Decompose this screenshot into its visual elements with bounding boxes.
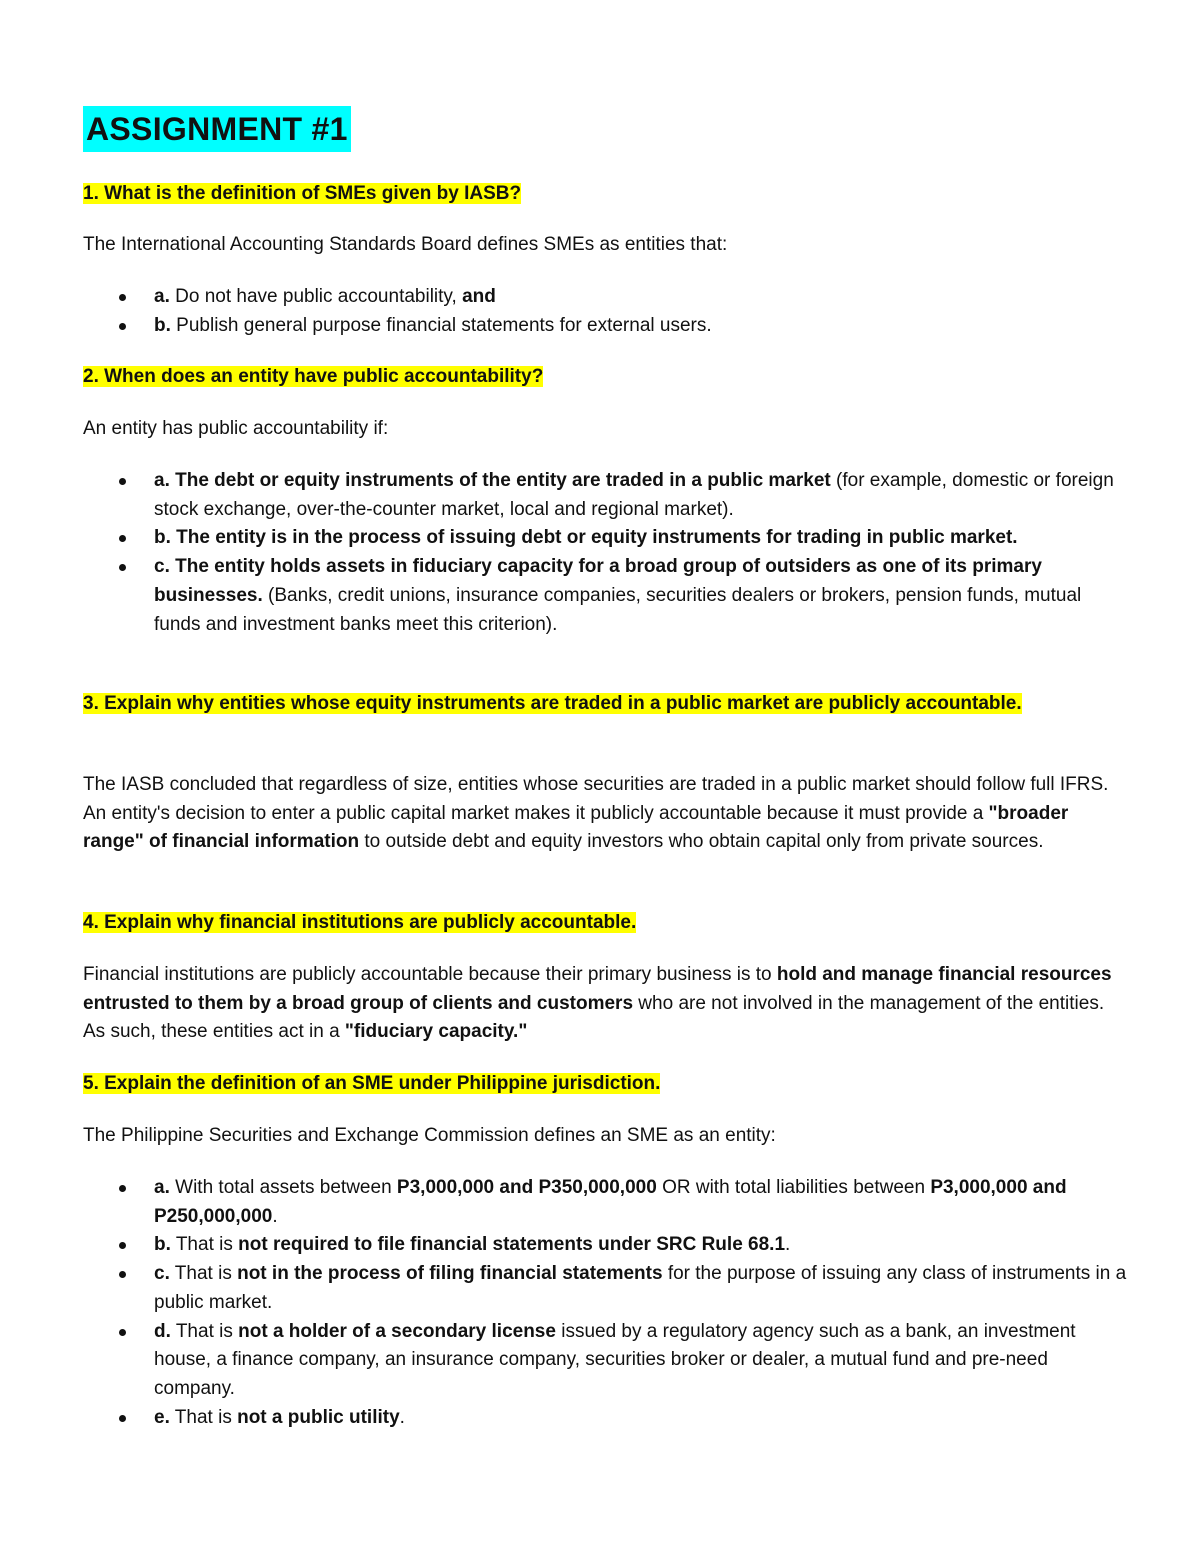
question-1: 1. What is the definition of SMEs given by IASB? xyxy=(83,183,522,204)
q2-intro: An entity has public accountability if: xyxy=(83,418,389,439)
page-title: ASSIGNMENT #1 xyxy=(83,106,351,152)
question-3: 3. Explain why entities whose equity instruments are traded in a public market are publicly accountable. xyxy=(83,693,1022,714)
bullet-icon xyxy=(119,1329,126,1336)
bullet-icon xyxy=(119,323,126,330)
q3-answer: The IASB concluded that regardless of size, entities whose securities are traded in a public market should follow full IFRS. An entity's decision to enter a public capital market makes it publicly accountable because it must provide a "broader range" of financial information to outside debt and equity investors who obtain capital only from private sources. xyxy=(83,774,1109,853)
list-item: a. With total assets between P3,000,000 and P350,000,000 OR with total liabilities between P3,000,000 and P250,000,000. xyxy=(0,1174,1130,1231)
q4-answer: Financial institutions are publicly accountable because their primary business is to hold and manage financial resources entrusted to them by a broad group of clients and customers who are not involved in the management of the entities. As such, these entities act in a "fiduciary capacity." xyxy=(83,964,1112,1043)
list-item: e. That is not a public utility. xyxy=(0,1404,1130,1433)
bullet-icon xyxy=(119,1271,126,1278)
bullet-icon xyxy=(119,1415,126,1422)
list-item: b. The entity is in the process of issuing debt or equity instruments for trading in public market. xyxy=(0,524,1130,553)
bullet-icon xyxy=(119,1185,126,1192)
bullet-icon xyxy=(119,535,126,542)
list-item: a. Do not have public accountability, and xyxy=(0,283,1130,312)
list-item: b. That is not required to file financial statements under SRC Rule 68.1. xyxy=(0,1231,1130,1260)
bullet-icon xyxy=(119,564,126,571)
bullet-icon xyxy=(119,478,126,485)
q2-list xyxy=(0,467,1130,639)
list-item: c. The entity holds assets in fiduciary capacity for a broad group of outsiders as one of its primary businesses. (Banks, credit unions, insurance companies, securities dealers or brokers, pension funds, mutual funds and investment banks meet this criterion). xyxy=(0,553,1130,639)
question-2: 2. When does an entity have public accountability? xyxy=(83,366,544,387)
list-item: a. The debt or equity instruments of the entity are traded in a public market (for example, domestic or foreign stock exchange, over-the-counter market, local and regional market). xyxy=(0,467,1130,524)
list-item: b. Publish general purpose financial statements for external users. xyxy=(0,312,1130,341)
list-item: d. That is not a holder of a secondary license issued by a regulatory agency such as a bank, an investment house, a finance company, an insurance company, securities broker or dealer, a mutual fund and pre-need company. xyxy=(0,1318,1130,1404)
bullet-icon xyxy=(119,294,126,301)
bullet-icon xyxy=(119,1242,126,1249)
question-5: 5. Explain the definition of an SME under Philippine jurisdiction. xyxy=(83,1073,661,1094)
q5-intro: The Philippine Securities and Exchange Commission defines an SME as an entity: xyxy=(83,1125,776,1146)
q1-list xyxy=(0,283,1130,340)
list-item: c. That is not in the process of filing financial statements for the purpose of issuing any class of instruments in a public market. xyxy=(0,1260,1130,1317)
q5-list xyxy=(0,1174,1130,1432)
question-4: 4. Explain why financial institutions are publicly accountable. xyxy=(83,912,637,933)
q1-intro: The International Accounting Standards Board defines SMEs as entities that: xyxy=(83,234,728,255)
